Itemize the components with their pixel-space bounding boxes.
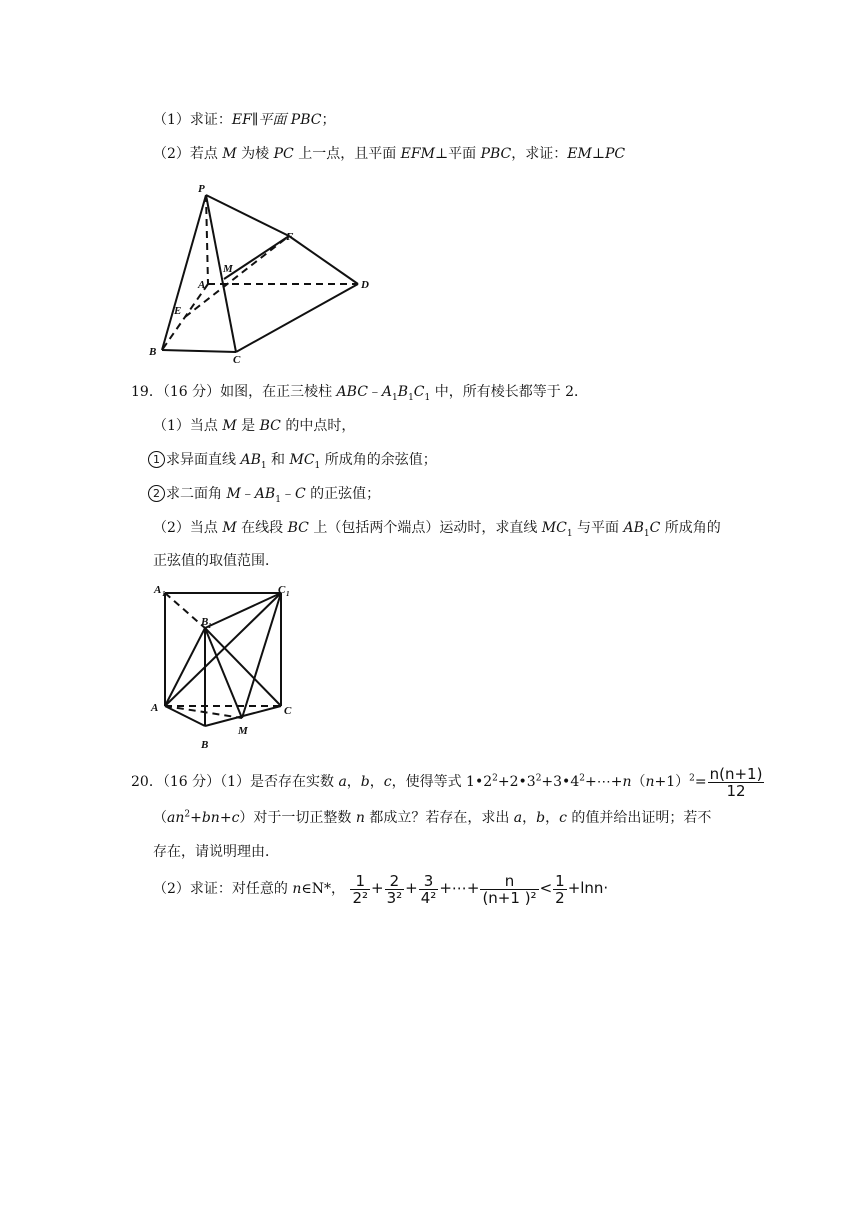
q19-part1-sub2: 2 求二面角 $M﹣AB_1﹣C$ 的正弦值； <box>148 484 380 504</box>
pyramid-figure <box>140 180 380 365</box>
q19-part2-cont: 正弦值的取值范围． <box>153 553 279 569</box>
svg-text:1: 1 <box>162 590 166 598</box>
label-F: F <box>286 231 294 243</box>
q19-intro: 19．（16 分）如图，在正三棱柱 $ABC﹣A_1B_1C_1$ 中，所有棱长都等于 2． <box>131 384 589 403</box>
label-M: M <box>238 725 248 737</box>
label-C1: C <box>278 584 286 596</box>
q19-part1-sub1: 1 求异面直线 $AB_1$ 和 $MC_1$ 所成角的余弦值； <box>148 450 437 470</box>
label-B: B <box>149 346 157 358</box>
fraction-1-over-2: $\frac{1}{2}$ <box>555 871 565 907</box>
fraction-3-over-4sq: $\frac{3}{\text{4²}}$ <box>420 871 437 907</box>
q19-part1: （1）当点 M 是 BC 的中点时， <box>153 418 356 434</box>
label-C: C <box>233 354 241 365</box>
svg-text:1: 1 <box>208 622 212 630</box>
q20-line2: $(an^2+bn+c)$对于一切正整数 n 都成立？若存在，求出 a，b，c 的值并给出证明；若不 <box>153 809 712 826</box>
fraction-n-n1-over-12: $\frac{n(n+1)}{12}$ <box>709 764 763 800</box>
label-P: P <box>198 183 205 195</box>
fraction-n-over-n1sq: $\frac{n}{\text{(n+1 )²}}$ <box>482 871 537 907</box>
label-B1: B <box>201 616 209 628</box>
label-A: A <box>151 702 159 714</box>
fraction-1-over-2sq: $\frac{1}{\text{2²}}$ <box>352 871 369 907</box>
q18-part2: （2）若点 M 为棱 PC 上一点，且平面 EFM⊥平面 PBC，求证：EM⊥PC <box>153 146 626 162</box>
q20-part2: （2）求证：对任意的 n∈N*， $\frac{1}{\text{2²}}$ + $\frac{2}{\text{3²}}$ + $\frac{3}{\text{4²}}$ +⋯+ $\frac{n}{\text{(n+1 )²}}$ < $\frac{1}{2}$ +lnn· <box>153 871 609 907</box>
q20-line3: 存在，请说明理由． <box>153 844 279 860</box>
fraction-2-over-3sq: $\frac{2}{\text{3²}}$ <box>386 871 403 907</box>
circled-number-2: 2 <box>148 485 165 502</box>
q19-part2: （2）当点 M 在线段 BC 上（包括两个端点）运动时，求直线 $MC_1$ 与平面 $AB_1C$ 所成角的 <box>153 520 721 539</box>
q20-line1: 20．（16 分）（1）是否存在实数 a，b，c，使得等式 $1•2^2+2•3^2+3•4^2+\cdots+n(n+1)^2=$ $\frac{n(n+1)}{12}$ <box>131 764 763 800</box>
circled-number-1: 1 <box>148 451 165 468</box>
q18-part1-expr: EF∥平面 PBC <box>231 112 322 128</box>
q18-part1: （1）求证：EF∥平面 PBC； <box>153 112 336 128</box>
label-A: A <box>198 279 206 291</box>
label-D: D <box>361 279 369 291</box>
label-E: E <box>174 305 182 317</box>
label-A1: A <box>154 584 162 596</box>
label-C: C <box>284 705 292 717</box>
label-B: B <box>201 739 209 751</box>
label-M: M <box>223 263 233 275</box>
prism-figure <box>145 578 305 756</box>
svg-text:1: 1 <box>286 590 290 598</box>
